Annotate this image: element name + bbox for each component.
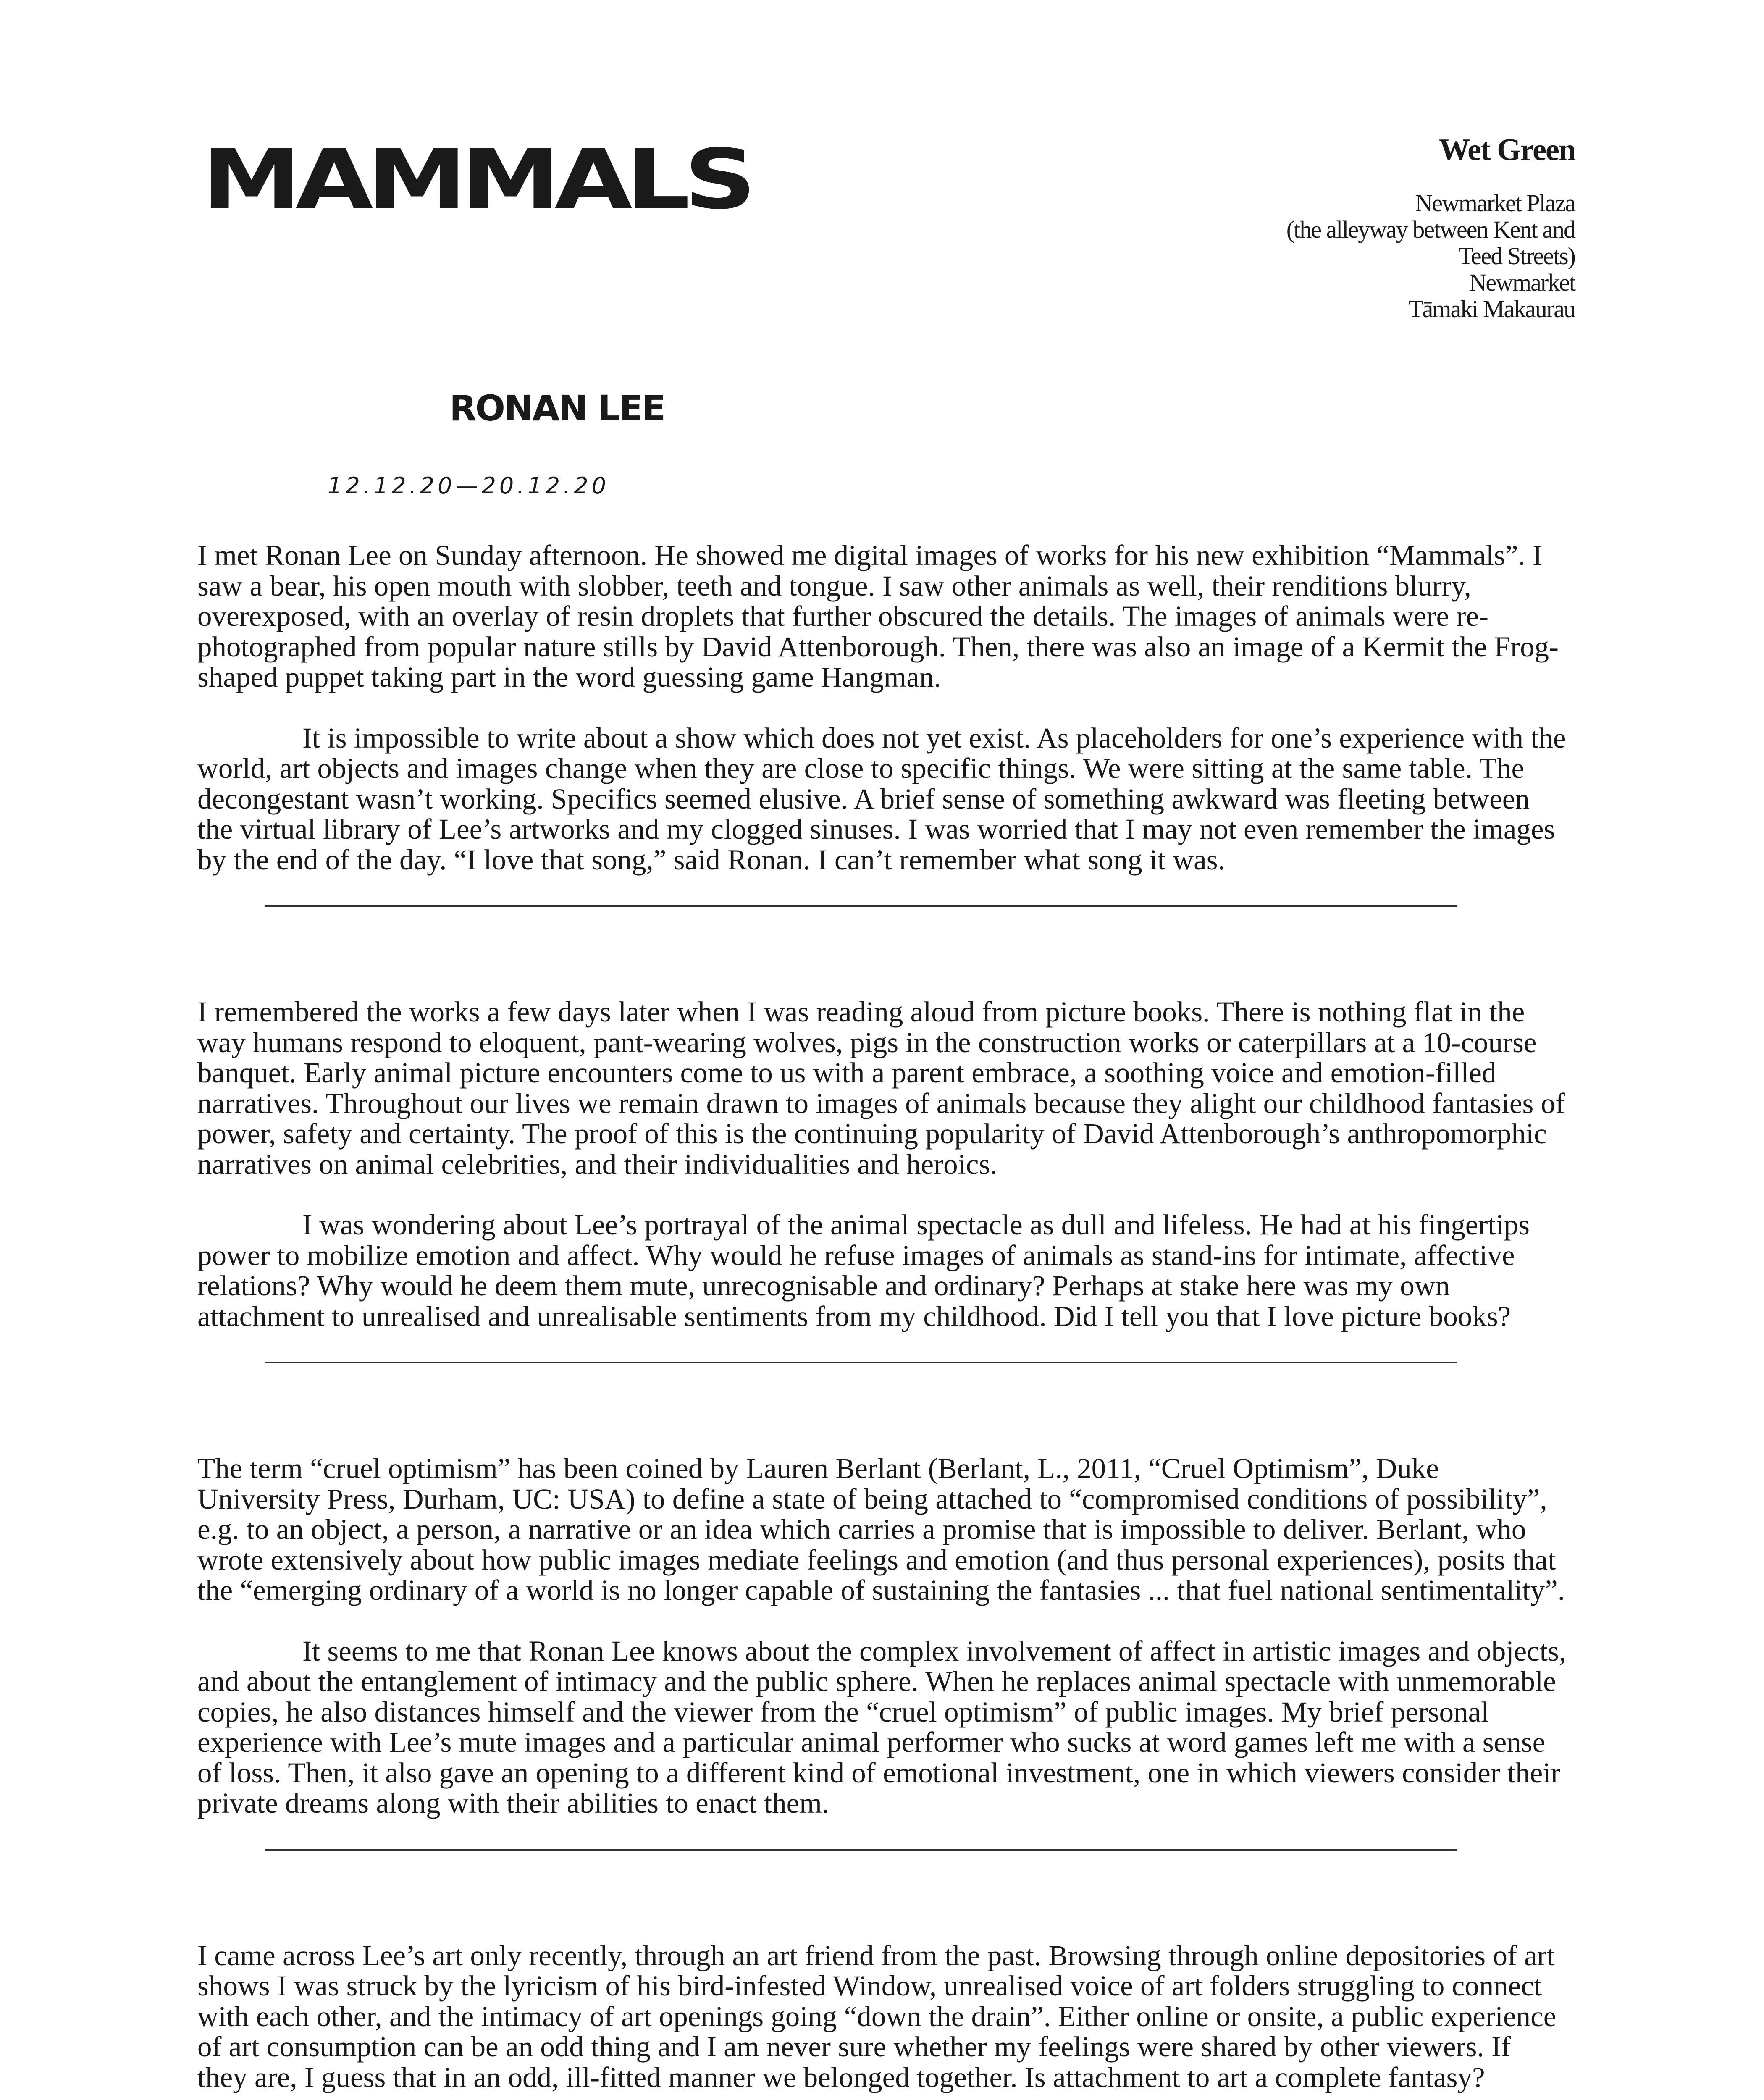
divider-line (265, 1362, 1457, 1363)
venue-address-line: Teed Streets) (1458, 242, 1575, 270)
venue-address-line: (the alleyway between Kent and (1286, 216, 1575, 243)
section-divider (197, 875, 1567, 997)
venue-address-line: Tāmaki Makaurau (1408, 295, 1575, 323)
essay-paragraph: The term “cruel optimism” has been coined by Lauren Berlant (Berlant, L., 2011, “Cruel Optimism”, Duke University Press, Durham, UC: USA) to define a state of being attached to “compromised conditions of possibility”, e.g. to an object, a person, a narrative or an idea which carries a promise that is impossible to deliver. Berlant, who wrote extensively about how public images mediate feelings and emotion (and thus personal experiences), posits that the “emerging ordinary of a world is no longer capable of sustaining the fantasies ... that fuel national sentimentality”. (197, 1452, 1565, 1606)
exhibition-header (202, 132, 751, 499)
artist-name: RONAN LEE (449, 388, 665, 429)
exhibition-title: MAMMALS (202, 132, 751, 228)
essay-paragraph: I met Ronan Lee on Sunday afternoon. He showed me digital images of works for his new exhibition “Mammals”. I saw a bear, his open mouth with slobber, teeth and tongue. I saw other animals as well, their renditions blurry, overexposed, with an overlay of resin droplets that further obscured the details. The images of animals were re-photographed from popular nature stills by David Attenborough. Then, there was also an image of a Kermit the Frog-shaped puppet taking part in the word guessing game Hangman. (197, 539, 1559, 693)
essay-paragraph: I came across Lee’s art only recently, through an art friend from the past. Browsing through online depositories of art shows I was struck by the lyricism of his bird-infested Window, unrealised voice of art folders struggling to connect with each other, and the intimacy of art openings going “down the drain”. Either online or onsite, a public experience of art consumption can be an odd thing and I am never sure whether my feelings were shared by other viewers. If they are, I guess that in an odd, ill-fitted manner we belonged together. Is attachment to art a complete fantasy? (197, 1939, 1557, 2093)
venue-address-line: Newmarket (1469, 269, 1575, 296)
divider-line (265, 905, 1457, 907)
exhibition-dates: 12.12.20—20.12.20 (328, 472, 609, 499)
essay-paragraph: I was wondering about Lee’s portrayal of the animal spectacle as dull and lifeless. He had at his fingertips power to mobilize emotion and affect. Why would he refuse images of animals as stand-ins for intimate, affective relations? Why would he deem them mute, unrecognisable and ordinary? Perhaps at stake here was my own attachment to unrealised and unrealisable sentiments from my childhood. Did I tell you that I love picture books? (197, 1209, 1530, 1332)
essay-body (197, 540, 1567, 2100)
essay-paragraph: It seems to me that Ronan Lee knows about the complex involvement of affect in artistic images and objects, and about the entanglement of intimacy and the public sphere. When he replaces animal spectacle with unmemorable copies, he also distances himself and the viewer from the “cruel optimism” of public images. My brief personal experience with Lee’s mute images and a particular animal performer who sucks at word games left me with a sense of loss. Then, it also gave an opening to a different kind of emotional investment, one in which viewers consider their private dreams along with their abilities to enact them. (197, 1635, 1566, 1819)
section-divider (197, 1331, 1567, 1453)
section-divider (197, 1819, 1567, 1940)
essay-paragraph: I remembered the works a few days later when I was reading aloud from picture books. There is nothing flat in the way humans respond to eloquent, pant-wearing wolves, pigs in the construction works or caterpillars at a 10-course banquet. Early animal picture encounters come to us with a parent embrace, a soothing voice and emotion-filled narratives. Throughout our lives we remain drawn to images of animals because they alight our childhood fantasies of power, safety and certainty. The proof of this is the continuing popularity of David Attenborough’s anthropomorphic narratives on animal celebrities, and their individualities and heroics. (197, 996, 1565, 1180)
venue-address-line: Newmarket Plaza (1415, 189, 1575, 217)
essay-paragraph: It is impossible to write about a show which does not yet exist. As placeholders for one’s experience with the world, art objects and images change when they are close to specific things. We were sitting at the same table. The decongestant wasn’t working. Specifics seemed elusive. A brief sense of something awkward was fleeting between the virtual library of Lee’s artworks and my clogged sinuses. I was worried that I may not even remember the images by the end of the day. “I love that song,” said Ronan. I can’t remember what song it was. (197, 722, 1566, 876)
venue-block (1113, 134, 1575, 322)
divider-line (265, 1849, 1457, 1851)
venue-name: Wet Green (1439, 133, 1575, 167)
